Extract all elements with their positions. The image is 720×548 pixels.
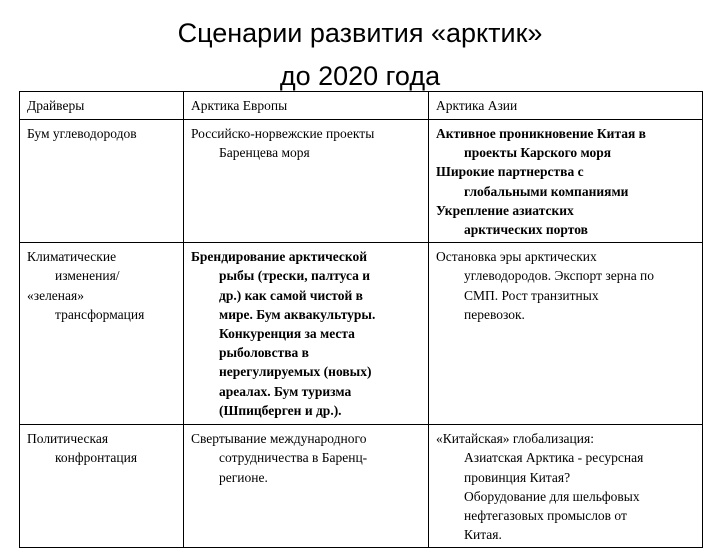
cell-text-line: регионе. xyxy=(219,469,268,485)
header-cell-asia: Арктика Азии xyxy=(429,92,703,120)
cell-text-line: проекты Карского моря xyxy=(464,145,612,161)
cell-text-line: Азиатская Арктика - ресурсная xyxy=(464,450,644,466)
cell-text-line: Китая. xyxy=(464,527,502,543)
table-header-row xyxy=(20,92,703,120)
driver-cell xyxy=(20,425,184,548)
europe-cell xyxy=(184,243,429,425)
cell-text-line: Широкие партнерства с xyxy=(436,164,584,180)
cell-text-line: глобальными компаниями xyxy=(464,183,629,199)
page-subtitle: до 2020 года xyxy=(279,61,441,91)
cell-text-line: сотрудничества в Баренц- xyxy=(219,450,368,466)
cell-text-line: нерегулируемых (новых) xyxy=(219,364,372,380)
cell-text-line: провинция Китая? xyxy=(464,469,571,485)
cell-text-line: Активное проникновение Китая в xyxy=(436,126,646,141)
cell-text-line: Бум углеводородов xyxy=(27,126,137,141)
europe-cell xyxy=(184,425,429,548)
cell-text-line: мире. Бум аквакультуры. xyxy=(219,306,376,322)
cell-text-line: Укрепление азиатских xyxy=(436,202,574,218)
cell-text-line: «Китайская» глобализация: xyxy=(436,431,594,447)
cell-text-line: Российско-норвежские проекты xyxy=(191,126,375,141)
cell-text-line: нефтегазовых промыслов от xyxy=(464,508,627,524)
page-title: Сценарии развития «арктик» xyxy=(177,18,543,48)
table-row xyxy=(20,243,703,425)
cell-text-line: СМП. Рост транзитных xyxy=(464,287,599,303)
cell-text-line: Брендирование арктической xyxy=(191,249,368,265)
scenarios-table xyxy=(19,91,703,548)
cell-text-line: арктических портов xyxy=(464,222,588,238)
cell-text-line: углеводородов. Экспорт зерна по xyxy=(464,268,655,284)
driver-cell xyxy=(20,243,184,425)
cell-text-line: трансформация xyxy=(55,306,145,322)
cell-text-line: Климатические xyxy=(27,249,117,265)
cell-text-line: Баренцева моря xyxy=(219,145,310,161)
cell-text-line: ареалах. Бум туризма xyxy=(219,383,352,399)
cell-text-line: конфронтация xyxy=(55,450,138,466)
cell-text-line: Остановка эры арктических xyxy=(436,249,597,265)
cell-text-line: Конкуренция за места xyxy=(219,326,355,342)
cell-text-line: Оборудование для шельфовых xyxy=(464,488,640,504)
cell-text-line: изменения/ xyxy=(55,268,120,284)
cell-text-line: др.) как самой чистой в xyxy=(219,287,363,303)
asia-cell xyxy=(429,120,703,243)
asia-cell xyxy=(429,425,703,548)
cell-text-line: рыболовства в xyxy=(219,345,309,361)
header-cell-drivers: Драйверы xyxy=(20,92,184,120)
driver-cell xyxy=(20,120,184,243)
header-cell-europe: Арктика Европы xyxy=(184,92,429,120)
cell-text-line: Свертывание международного xyxy=(191,431,367,447)
europe-cell xyxy=(184,120,429,243)
cell-text-line: (Шпицберген и др.). xyxy=(219,402,342,418)
cell-text-line: Политическая xyxy=(27,431,109,447)
cell-text-line: «зеленая» xyxy=(27,287,84,303)
table-row xyxy=(20,120,703,243)
table-row xyxy=(20,425,703,548)
asia-cell xyxy=(429,243,703,425)
cell-text-line: рыбы (трески, палтуса и xyxy=(219,268,371,284)
cell-text-line: перевозок. xyxy=(464,306,525,322)
